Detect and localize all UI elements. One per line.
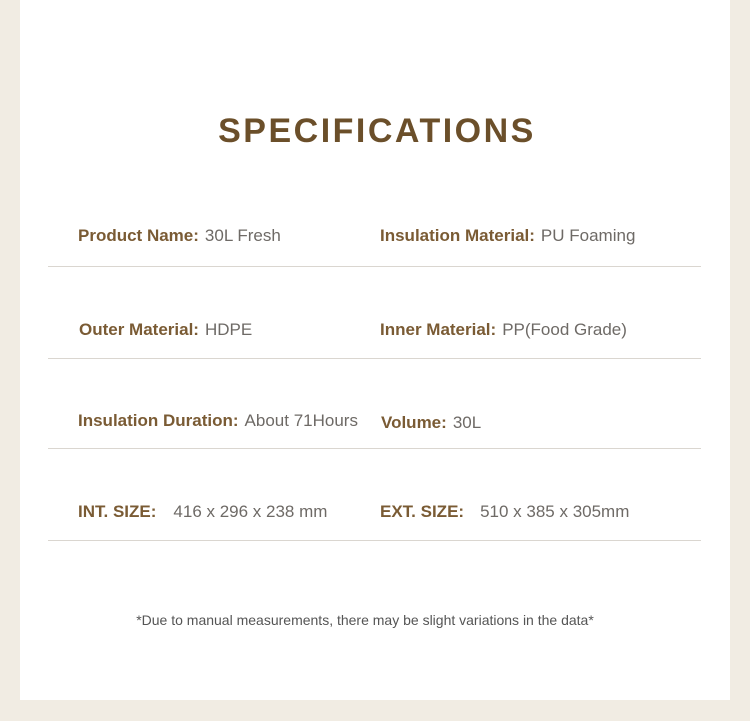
spec-left xyxy=(78,226,281,246)
spec-label: EXT. SIZE: xyxy=(380,502,465,521)
spec-left xyxy=(79,320,252,340)
spec-left xyxy=(78,502,327,522)
spec-label: INT. SIZE: xyxy=(78,502,157,521)
spec-label: Insulation Duration: xyxy=(78,411,239,430)
spec-label: Inner Material: xyxy=(380,320,497,339)
spec-value: HDPE xyxy=(204,320,253,339)
spec-left xyxy=(78,411,358,431)
spec-card xyxy=(20,0,730,700)
page-title: SPECIFICATIONS xyxy=(218,112,536,150)
spec-value: PU Foaming xyxy=(540,226,636,245)
spec-value: 30L Fresh xyxy=(204,226,281,245)
spec-row xyxy=(48,411,701,449)
spec-right xyxy=(381,413,481,433)
spec-value: 416 x 296 x 238 mm xyxy=(173,502,328,521)
spec-label: Insulation Material: xyxy=(380,226,535,245)
spec-row xyxy=(48,502,701,541)
measurement-note: *Due to manual measurements, there may be slight variations in the data* xyxy=(136,612,594,628)
spec-row xyxy=(48,226,701,267)
spec-value: 510 x 385 x 305mm xyxy=(480,502,630,521)
spec-right xyxy=(380,320,627,340)
spec-label: Product Name: xyxy=(78,226,199,245)
spec-label: Outer Material: xyxy=(79,320,199,339)
spec-right xyxy=(380,502,629,522)
spec-label: Volume: xyxy=(381,413,447,432)
spec-row xyxy=(48,320,701,359)
spec-value: 30L xyxy=(452,413,482,432)
spec-value: About 71Hours xyxy=(244,411,358,430)
spec-right xyxy=(380,226,635,246)
spec-value: PP(Food Grade) xyxy=(502,320,627,339)
